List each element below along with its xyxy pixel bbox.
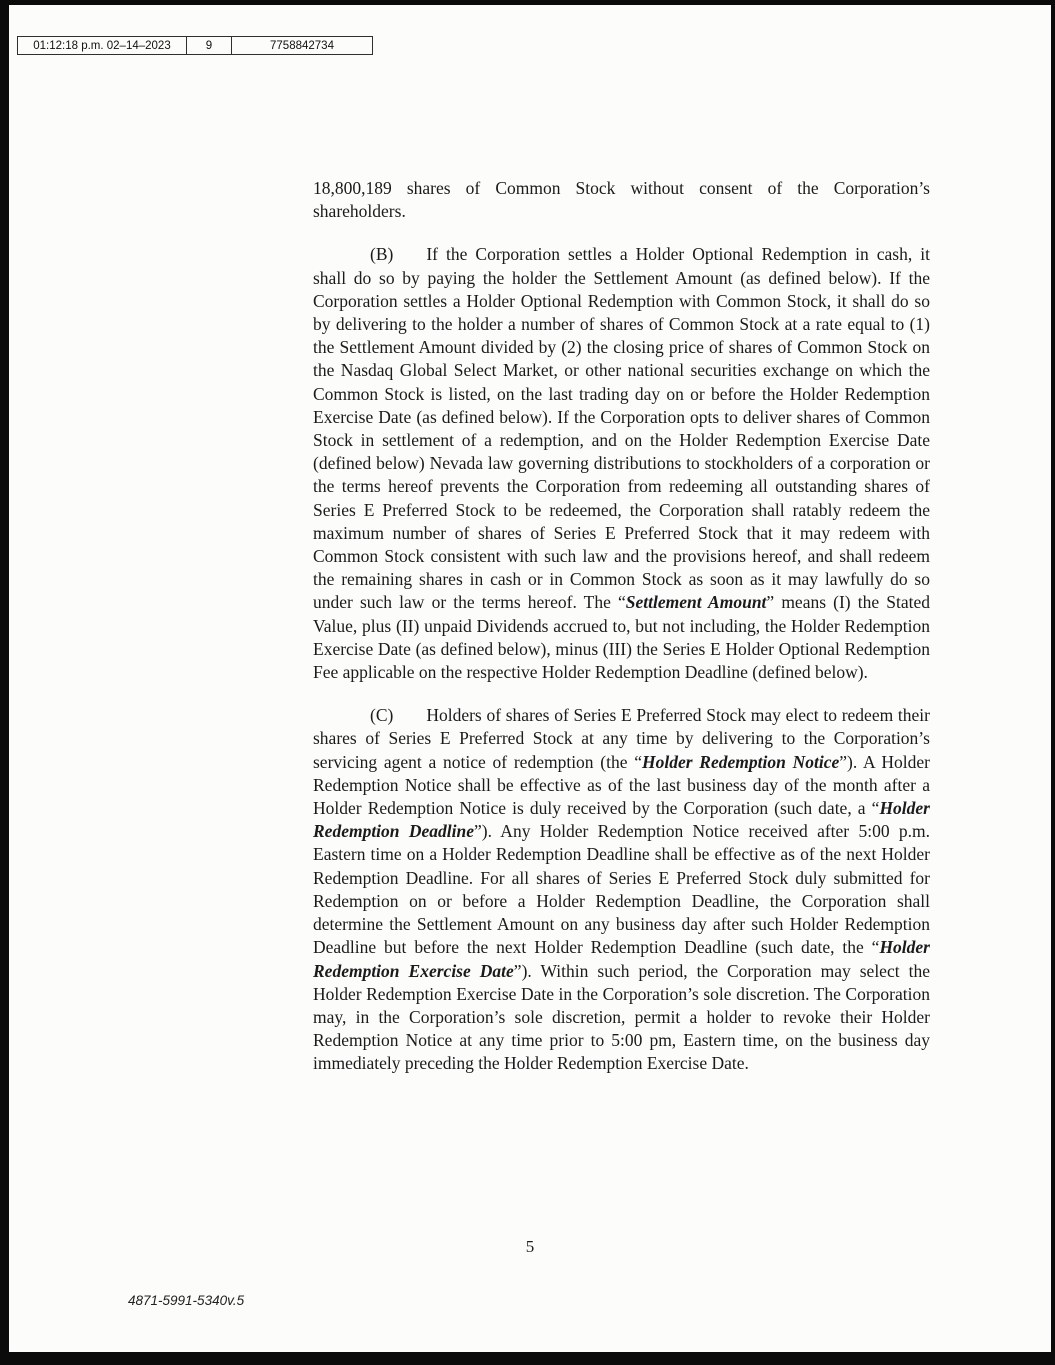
page-number: 5 bbox=[525, 1237, 535, 1256]
document-body bbox=[313, 177, 930, 1096]
paragraph-clause-b bbox=[313, 243, 930, 684]
clause-b-text-2: ” means (I) the Stated Value, plus (II) unpaid Dividends accrued to, but not including, the Holder Redemption Exercise Date (as defined below), minus (III) the Series E Holder Optional Redemption Fee applicable on the respective Holder Redemption Deadline (defined below). bbox=[313, 592, 930, 683]
defined-term-holder-redemption-exercise-date: Holder Redemption Exercise Date bbox=[313, 937, 930, 981]
defined-term-holder-redemption-deadline: Holder Redemption Deadline bbox=[313, 798, 930, 842]
fax-page-count: 9 bbox=[187, 37, 232, 55]
clause-c-text-3: ”). Any Holder Redemption Notice received after 5:00 p.m. Eastern time on a Holder Redemption Deadline shall be effective as of the next Holder Redemption Deadline. For all shares of Series E Preferred Stock duly submitted for Redemption on or before a Holder Redemption Deadline, the Corporation shall determine the Settlement Amount on any business day after such Holder Redemption Deadline but before the next Holder Redemption Deadline (such date, the “ bbox=[313, 821, 931, 958]
document-control-number: 4871-5991-5340v.5 bbox=[128, 1293, 245, 1308]
document-page bbox=[9, 5, 1051, 1352]
fax-timestamp: 01:12:18 p.m. 02–14–2023 bbox=[18, 37, 187, 55]
paragraph-intro: 18,800,189 shares of Common Stock without consent of the Corporation’s shareholders. bbox=[313, 178, 930, 222]
fax-number: 7758842734 bbox=[232, 37, 373, 55]
clause-c-text-4: ”). Within such period, the Corporation may select the Holder Redemption Exercise Date in the Corporation’s sole discretion. The Corporation may, in the Corporation’s sole discretion, permit a holder to revoke their Holder Redemption Notice at any time prior to 5:00 pm, Eastern time, on the business day immediately preceding the Holder Redemption Exercise Date. bbox=[313, 960, 930, 1074]
defined-term-holder-redemption-notice: Holder Redemption Notice bbox=[642, 751, 840, 772]
fax-header-row bbox=[18, 37, 373, 55]
defined-term-settlement-amount: Settlement Amount bbox=[625, 592, 767, 613]
clause-c-text-1: Holders of shares of Series E Preferred Stock may elect to redeem their shares of Series E Preferred Stock at any time by delivering to the Corporation’s servicing agent a notice of redemption (the “ bbox=[313, 705, 930, 772]
fax-header-stamp bbox=[17, 36, 373, 55]
clause-label-b: (B) bbox=[370, 244, 394, 265]
paragraph-clause-c bbox=[313, 704, 930, 1075]
clause-c-text-2: ”). A Holder Redemption Notice shall be effective as of the last business day of the month after a Holder Redemption Notice is duly received by the Corporation (such date, a “ bbox=[313, 751, 930, 819]
clause-b-text-1: If the Corporation settles a Holder Optional Redemption in cash, it shall do so by paying the holder the Settlement Amount (as defined below). If the Corporation settles a Holder Optional Redemption with Common Stock, it shall do so by delivering to the holder a number of shares of Common Stock at a rate equal to (1) the Settlement Amount divided by (2) the closing price of shares of Common Stock on the Nasdaq Global Select Market, or other national securities exchange on which the Common Stock is listed, on the last trading day on or before the Holder Redemption Exercise Date (as defined below). If the Corporation opts to deliver shares of Common Stock in settlement of a redemption, and on the Holder Redemption Exercise Date (defined below) Nevada law governing distributions to stockholders of a corporation or the terms hereof prevents the Corporation from redeeming all outstanding shares of Series E Preferred Stock to be redeemed, the Corporation shall ratably redeem the maximum number of shares of Series E Preferred Stock that it may redeem with Common Stock consistent with such law and the provisions hereof, and shall redeem the remaining shares in cash or in Common Stock as soon as it may lawfully do so under such law or the terms hereof. The “ bbox=[313, 244, 930, 613]
clause-label-c: (C) bbox=[370, 705, 394, 726]
